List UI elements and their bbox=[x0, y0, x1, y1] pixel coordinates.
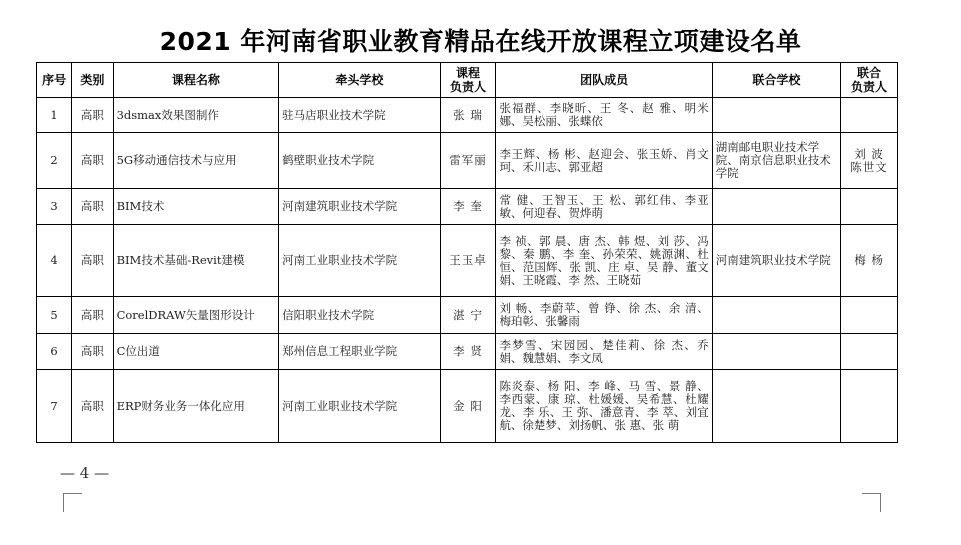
cell-course: ERP财务业务一体化应用 bbox=[113, 370, 279, 443]
cell-joint-leader bbox=[841, 334, 898, 370]
cell-lead-school: 河南工业职业技术学院 bbox=[279, 370, 440, 443]
cell-category: 高职 bbox=[72, 225, 113, 297]
cell-leader: 雷军丽 bbox=[440, 133, 496, 189]
course-roster-table bbox=[36, 62, 898, 443]
table-row bbox=[37, 370, 898, 443]
cell-lead-school: 河南工业职业技术学院 bbox=[279, 225, 440, 297]
cell-course: C位出道 bbox=[113, 334, 279, 370]
header-no: 序号 bbox=[37, 63, 72, 98]
cell-joint-leader bbox=[841, 370, 898, 443]
header-joint-leader: 联合 负责人 bbox=[841, 63, 898, 98]
cell-no: 2 bbox=[37, 133, 72, 189]
cell-team: 李王辉、杨 彬、赵迎会、张玉娇、肖文珂、禾川志、郭亚超 bbox=[496, 133, 712, 189]
cell-no: 5 bbox=[37, 297, 72, 334]
cell-lead-school: 河南建筑职业技术学院 bbox=[279, 189, 440, 225]
cell-category: 高职 bbox=[72, 370, 113, 443]
cell-joint-leader bbox=[841, 98, 898, 133]
table-row bbox=[37, 98, 898, 133]
cell-course: 3dsmax效果图制作 bbox=[113, 98, 279, 133]
cell-team: 李梦雪、宋园园、楚佳莉、徐 杰、乔 娟、魏慧娟、李文凤 bbox=[496, 334, 712, 370]
cell-team: 张福群、李晓昕、王 冬、赵 雅、明米娜、吴松丽、张蝶依 bbox=[496, 98, 712, 133]
crop-mark-right bbox=[862, 493, 881, 512]
cell-leader: 金 阳 bbox=[440, 370, 496, 443]
cell-joint-leader: 梅 杨 bbox=[841, 225, 898, 297]
cell-joint-school bbox=[712, 334, 840, 370]
cell-leader: 张 瑞 bbox=[440, 98, 496, 133]
cell-course: BIM技术基础-Revit建模 bbox=[113, 225, 279, 297]
cell-category: 高职 bbox=[72, 189, 113, 225]
cell-joint-school bbox=[712, 297, 840, 334]
cell-no: 3 bbox=[37, 189, 72, 225]
header-joint-school: 联合学校 bbox=[712, 63, 840, 98]
header-lead-school: 牵头学校 bbox=[279, 63, 440, 98]
cell-team: 李 祯、郭 晨、唐 杰、韩 煜、刘 莎、冯 黎、秦 鹏、李 奎、孙荣荣、姚源渊、杜 恒、范国辉、张 凯、庄 卓、吴 静、董文娟、王晓霞、李 然、王晓茹 bbox=[496, 225, 712, 297]
cell-category: 高职 bbox=[72, 98, 113, 133]
table-header-row bbox=[37, 63, 898, 98]
cell-team: 陈炎泰、杨 阳、李 峰、马 雪、景 静、李西蒙、康 琼、杜媛媛、吴希慧、杜耀龙、李 乐、王 弥、潘意青、李 萃、刘宜航、徐楚梦、刘扬帆、张 惠、张 萌 bbox=[496, 370, 712, 443]
document-title: 2021 年河南省职业教育精品在线开放课程立项建设名单 bbox=[159, 27, 802, 56]
table-row bbox=[37, 225, 898, 297]
header-course: 课程名称 bbox=[113, 63, 279, 98]
cell-course: CorelDRAW矢量图形设计 bbox=[113, 297, 279, 334]
cell-leader: 李 奎 bbox=[440, 189, 496, 225]
table-row bbox=[37, 297, 898, 334]
cell-category: 高职 bbox=[72, 297, 113, 334]
cell-joint-leader bbox=[841, 189, 898, 225]
table-row bbox=[37, 133, 898, 189]
page-number: — 4 — bbox=[60, 464, 110, 482]
cell-joint-school: 河南建筑职业技术学院 bbox=[712, 225, 840, 297]
crop-mark-left bbox=[63, 493, 82, 512]
cell-no: 4 bbox=[37, 225, 72, 297]
cell-category: 高职 bbox=[72, 334, 113, 370]
cell-joint-school: 湖南邮电职业技术学院、南京信息职业技术学院 bbox=[712, 133, 840, 189]
cell-leader: 李 贤 bbox=[440, 334, 496, 370]
cell-joint-school bbox=[712, 370, 840, 443]
cell-lead-school: 信阳职业技术学院 bbox=[279, 297, 440, 334]
cell-category: 高职 bbox=[72, 133, 113, 189]
cell-leader: 湛 宁 bbox=[440, 297, 496, 334]
cell-course: BIM技术 bbox=[113, 189, 279, 225]
cell-joint-school bbox=[712, 98, 840, 133]
cell-team: 刘 畅、李蔚苹、曾 铮、徐 杰、余 清、梅珀彰、张馨雨 bbox=[496, 297, 712, 334]
cell-lead-school: 郑州信息工程职业学院 bbox=[279, 334, 440, 370]
cell-team: 常 健、王智玉、王 松、郭红伟、李亚敏、何迎春、贺烨萌 bbox=[496, 189, 712, 225]
cell-no: 6 bbox=[37, 334, 72, 370]
cell-lead-school: 鹤壁职业技术学院 bbox=[279, 133, 440, 189]
cell-joint-leader: 刘 波 陈世文 bbox=[841, 133, 898, 189]
cell-joint-school bbox=[712, 189, 840, 225]
cell-no: 1 bbox=[37, 98, 72, 133]
table-row bbox=[37, 189, 898, 225]
cell-course: 5G移动通信技术与应用 bbox=[113, 133, 279, 189]
table-row bbox=[37, 334, 898, 370]
cell-lead-school: 驻马店职业技术学院 bbox=[279, 98, 440, 133]
header-team: 团队成员 bbox=[496, 63, 712, 98]
header-leader: 课程 负责人 bbox=[440, 63, 496, 98]
header-category: 类别 bbox=[72, 63, 113, 98]
cell-joint-leader bbox=[841, 297, 898, 334]
cell-no: 7 bbox=[37, 370, 72, 443]
cell-leader: 王玉卓 bbox=[440, 225, 496, 297]
